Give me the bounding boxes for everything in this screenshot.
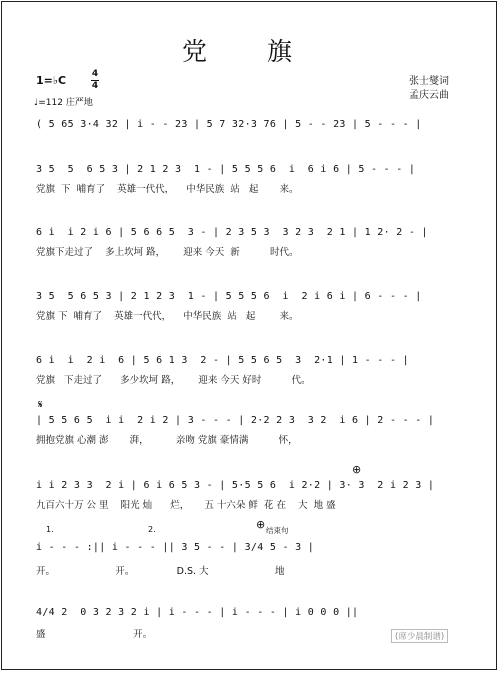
ending-phrase-label: 结束句 bbox=[266, 526, 289, 535]
notes-line-8: i - - - :|| i - - - || 3 5 - - | 3/4 5 - 3 | bbox=[36, 542, 315, 553]
segno-icon: 𝄋 bbox=[38, 398, 43, 411]
time-signature-bottom: 4 bbox=[91, 81, 99, 91]
lyrics-line-6: 拥抱党旗 心潮 澎 湃， 亲吻 党旗 豪情满 怀， bbox=[36, 435, 298, 446]
lyrics-line-7: 九百六十万 公 里 阳光 灿 烂， 五 十六朵 鲜 花 在 大 地 盛 bbox=[36, 500, 336, 511]
lyrics-line-3: 党旗下走过了 多上坎坷 路， 迎来 今天 新 时代。 bbox=[36, 247, 299, 258]
time-signature-top: 4 bbox=[91, 69, 99, 79]
song-title: 党 旗 bbox=[182, 37, 318, 66]
lyrics-line-8: 开。 开。 D.S. 大 地 bbox=[36, 566, 285, 577]
lyrics-line-2: 党旗 下 哺育了 英雄一代代， 中华民族 站 起 来。 bbox=[36, 184, 299, 195]
notes-line-2: 3 5 5 6 5 3 | 2 1 2 3 1 - | 5 5 5 6 i 6 i 6 | 5 - - - | bbox=[36, 164, 416, 175]
coda-icon: ⊕ bbox=[352, 463, 362, 476]
notes-line-6: | 5 5 6 5 i i 2 i 2 | 3 - - - | 2·2 2 3 3 2 i 6 | 2 - - - | bbox=[36, 415, 435, 426]
tempo-marking: ♩=112 庄严地 bbox=[34, 98, 93, 108]
composer: 孟庆云曲 bbox=[409, 90, 449, 101]
lyrics-line-4: 党旗 下 哺育了 英雄一代代， 中华民族 站 起 来。 bbox=[36, 311, 299, 322]
arranger-watermark: (席少晨制谱) bbox=[391, 629, 448, 643]
coda-icon-2: ⊕ bbox=[256, 518, 266, 531]
lyrics-line-9: 盛 开。 bbox=[36, 629, 153, 640]
time-signature bbox=[91, 70, 99, 91]
notes-line-4: 3 5 5 6 5 3 | 2 1 2 3 1 - | 5 5 5 6 i 2 i 6 i | 6 - - - | bbox=[36, 291, 422, 302]
notes-line-1: ( 5 65 3·4 32 | i - - 23 | 5 7 32·3 76 | 5 - - 23 | 5 - - - | bbox=[36, 119, 422, 130]
lyrics-line-5: 党旗 下走过了 多少坎坷 路， 迎来 今天 好时 代。 bbox=[36, 375, 311, 386]
lyricist: 张士燮词 bbox=[409, 76, 449, 87]
notes-line-5: 6 i i 2 i 6 | 5 6 1 3 2 - | 5 5 6 5 3 2·1 | 1 - - - | bbox=[36, 355, 409, 366]
notes-line-9: 4/4 2 0 3 2 3 2 i | i - - - | i - - - | i 0 0 0 || bbox=[36, 607, 359, 618]
key-signature: 1=♭C bbox=[36, 74, 67, 87]
notes-line-3: 6 i i 2 i 6 | 5 6 6 5 3 - | 2 3 5 3 3 2 3 2 1 | 1 2· 2 - | bbox=[36, 227, 428, 238]
notes-line-7: i i 2 3 3 2 i | 6 i 6 5 3 - | 5·5 5 6 i 2·2 | 3· 3 2 i 2 3 | bbox=[36, 480, 435, 491]
volta-1-label: 1. bbox=[46, 525, 54, 534]
volta-2-label: 2. bbox=[148, 525, 156, 534]
